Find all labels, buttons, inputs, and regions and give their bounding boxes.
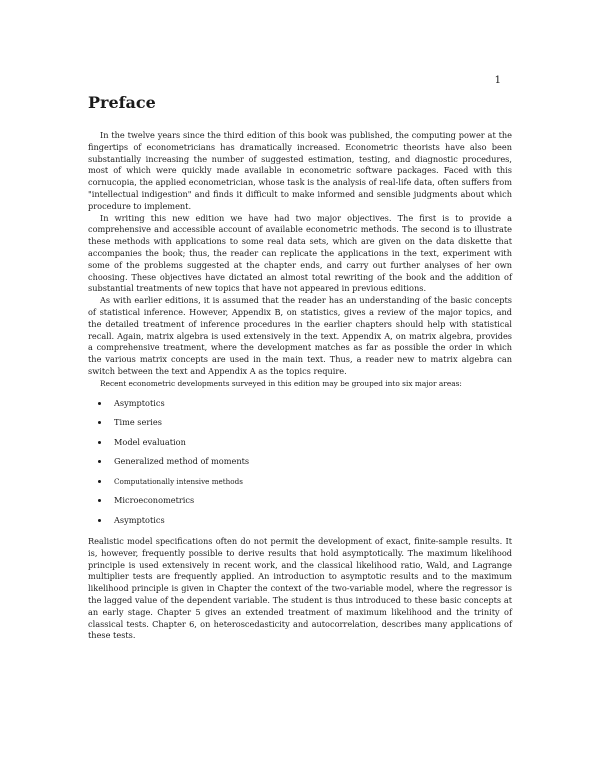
- topics-list: [88, 394, 512, 531]
- list-item-label: Generalized method of moments: [114, 456, 250, 467]
- page-title: Preface: [88, 93, 156, 112]
- paragraph-asymptotics: Realistic model specifications often do not permit the development of exact, finite-sample results. It is, however, frequently possible to derive results that hold asymptotically. The maximum likelihood principle is used extensively in recent work, and the classical likelihood ratio, Wald, and Lagrange multiplier tests are frequently applied. An introduction to asymptotic results and to the maximum likelihood principle is given in Chapter the context of the two-variable model, where the regressor is the lagged value of the dependent variable. The student is thus introduced to these basic concepts at an early stage. Chapter 5 gives an extended treatment of maximum likelihood and the trinity of classical tests. Chapter 6, on heteroscedasticity and autocorrelation, describes many applications of these tests.: [88, 536, 512, 641]
- list-item-label: Time series: [114, 417, 162, 428]
- list-item-label: Asymptotics: [114, 514, 165, 525]
- list-item: [88, 413, 512, 433]
- list-item-label: Asymptotics: [114, 397, 165, 408]
- body-text: [88, 130, 512, 642]
- paragraph-intro: In the twelve years since the third edition of this book was published, the computing power at the fingertips of econometricians has dramatically increased. Econometric theorists have also been substantially increasing the number of suggested estimation, testing, and diagnostic procedures, most of which were quickly made available in econometric software packages. Faced with this cornucopia, the applied econometrician, whose task is the analysis of real-life data, often suffers from "intellectual indigestion" and finds it difficult to make informed and sensible judgments about which procedure to implement.: [88, 130, 512, 211]
- page-number: 1: [494, 75, 501, 86]
- bullet-icon: [98, 460, 101, 463]
- bullet-icon: [98, 519, 101, 522]
- paragraph-prerequisites: As with earlier editions, it is assumed that the reader has an understanding of the basic concepts of statistical inference. However, Appendix B, on statistics, gives a review of the major topics, and the detailed treatment of inference procedures in the earlier chapters should help with statistical recall. Again, matrix algebra is used extensively in the text. Appendix A, on matrix algebra, provides a comprehensive treatment, where the development matches as far as possible the order in which the various matrix concepts are used in the main text. Thus, a reader new to matrix algebra can switch between the text and Appendix A as the topics require.: [88, 295, 512, 376]
- bullet-icon: [98, 402, 101, 405]
- list-item: [88, 511, 512, 531]
- paragraph-objectives: In writing this new edition we have had two major objectives. The first is to provide a comprehensive and accessible account of available econometric methods. The second is to illustrate these methods with applications to some real data sets, which are given on the data diskette that accompanies the book; thus, the reader can replicate the applications in the text, experiment with some of the problems suggested at the chapter ends, and carry out further analyses of her own choosing. These objectives have dictated an almost total rewriting of the book and the addition of substantial treatments of new topics that have not appeared in previous editions.: [88, 212, 512, 294]
- list-item-label: Computationally intensive methods: [114, 476, 243, 486]
- list-item: [88, 433, 512, 453]
- list-item: [88, 452, 512, 472]
- list-item: [88, 394, 512, 414]
- list-item-label: Model evaluation: [114, 436, 186, 447]
- list-item: [88, 472, 512, 492]
- bullet-icon: [98, 499, 101, 502]
- bullet-icon: [98, 480, 101, 483]
- bullet-icon: [98, 421, 101, 424]
- paragraph-developments: Recent econometric developments surveyed in this edition may be grouped into six major areas:: [100, 378, 462, 388]
- list-item-label: Microeconometrics: [114, 495, 195, 506]
- list-item: [88, 491, 512, 511]
- bullet-icon: [98, 441, 101, 444]
